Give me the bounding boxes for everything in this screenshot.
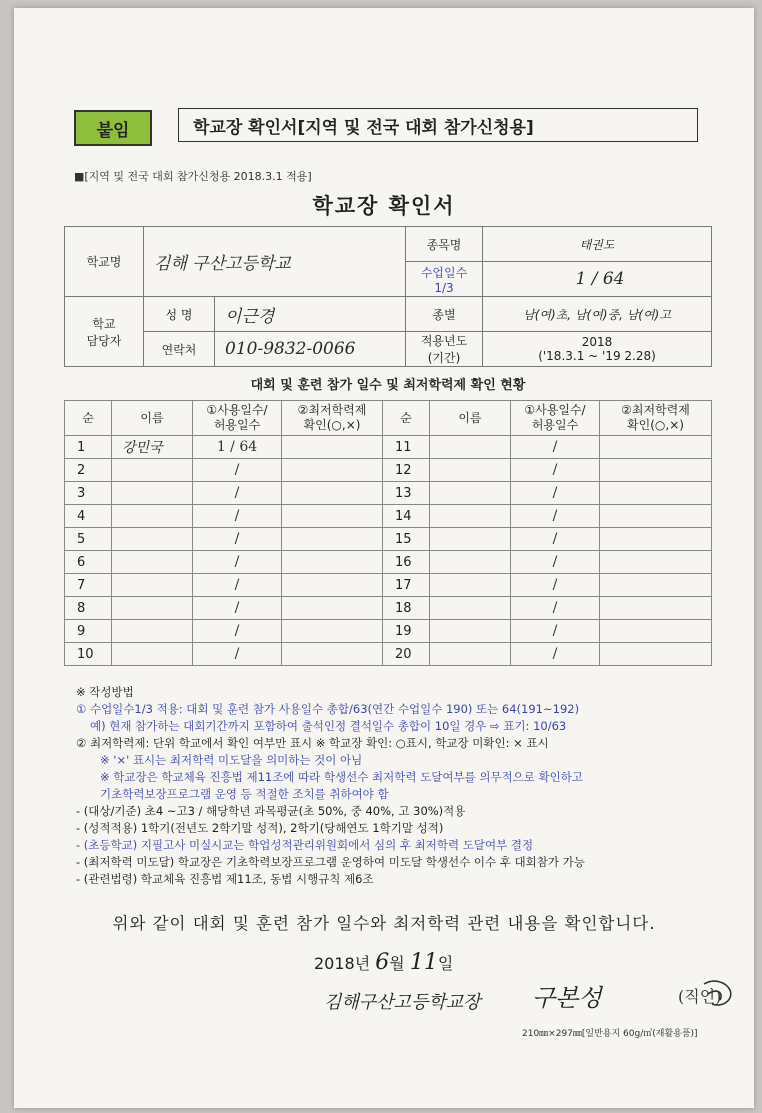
signing-school: 김해구산고등학교장 (324, 992, 481, 1013)
row-days: / (511, 620, 600, 643)
col-min-2: ②최저학력제 확인(○,×) (600, 401, 712, 436)
row-min (600, 528, 712, 551)
confirmation-statement: 위와 같이 대회 및 훈련 참가 일수와 최저학력 관련 내용을 확인합니다. (112, 914, 656, 933)
col-days-2: ①사용일수/ 허용일수 (511, 401, 600, 436)
row-name: 강민국 (112, 436, 193, 459)
note-line: 예) 현재 참가하는 대회기간까지 포함하여 출석인정 결석일수 총합이 10일 경우 ⇨ 표기: 10/63 (90, 719, 567, 733)
svg-text:(직인): (직인) (678, 987, 722, 1006)
row-no: 2 (65, 459, 112, 482)
row-name (430, 574, 511, 597)
row-days: / (511, 436, 600, 459)
paper-spec-footer: 210㎜×297㎜[일반용지 60g/㎡(재활용품)] (522, 1029, 698, 1039)
row-no: 1 (65, 436, 112, 459)
category-value: 남(여)초, 남(여)중, 남(여)고 (483, 297, 712, 332)
row-min (282, 528, 383, 551)
note-line: 기초학력보장프로그램 운영 등 적절한 조치를 취하여야 함 (100, 787, 389, 801)
row-days: / (511, 505, 600, 528)
row-days: / (193, 620, 282, 643)
row-min (600, 574, 712, 597)
document-page (14, 8, 754, 1108)
row-no: 3 (65, 482, 112, 505)
sport-value: 태권도 (483, 227, 712, 262)
row-no: 16 (383, 551, 430, 574)
note-line: - (대상/기준) 초4 ~고3 / 해당학년 과목평균(초 50%, 중 40%, 고 30%)적용 (76, 804, 466, 818)
row-min (282, 436, 383, 459)
row-no: 9 (65, 620, 112, 643)
row-no: 10 (65, 643, 112, 666)
row-no: 19 (383, 620, 430, 643)
row-days: / (193, 505, 282, 528)
table-row (65, 528, 712, 551)
header-title: 학교장 확인서[지역 및 전국 대회 참가신청용] (178, 108, 698, 142)
signing-date: 2018년 6월 11일 (314, 950, 454, 975)
row-days: / (511, 597, 600, 620)
row-no: 6 (65, 551, 112, 574)
attachment-badge: 붙임 (74, 110, 152, 146)
row-min (282, 551, 383, 574)
row-min (600, 597, 712, 620)
row-min (282, 574, 383, 597)
col-name: 이름 (112, 401, 193, 436)
col-days: ①사용일수/ 허용일수 (193, 401, 282, 436)
row-no: 20 (383, 643, 430, 666)
row-name (430, 459, 511, 482)
contact-value: 010-9832-0066 (215, 332, 406, 367)
name-value: 이근경 (215, 297, 406, 332)
row-no: 17 (383, 574, 430, 597)
row-min (282, 620, 383, 643)
row-name (430, 482, 511, 505)
applies-note: ■[지역 및 전국 대회 참가신청용 2018.3.1 적용] (74, 170, 312, 183)
row-name (112, 574, 193, 597)
row-days: / (511, 482, 600, 505)
row-min (282, 459, 383, 482)
row-name (112, 597, 193, 620)
row-min (282, 597, 383, 620)
row-min (600, 620, 712, 643)
row-days: / (193, 643, 282, 666)
row-days: / (193, 482, 282, 505)
row-name (430, 551, 511, 574)
row-name (112, 528, 193, 551)
instructions (76, 684, 716, 888)
col-no: 순 (65, 401, 112, 436)
row-name (112, 643, 193, 666)
row-days: 1 / 64 (193, 436, 282, 459)
row-min (282, 643, 383, 666)
col-name-2: 이름 (430, 401, 511, 436)
school-value: 김해 구산고등학교 (144, 227, 406, 297)
row-days: / (193, 528, 282, 551)
row-days: / (511, 528, 600, 551)
row-name (430, 436, 511, 459)
row-days: / (193, 574, 282, 597)
row-days: / (511, 643, 600, 666)
days-label: 수업일수 1/3 (406, 262, 483, 297)
header (66, 104, 716, 150)
note-line: - (최저학력 미도달) 학교장은 기초학력보장프로그램 운영하여 미도달 학생선수 이수 후 대회참가 가능 (76, 855, 585, 869)
category-label: 종별 (406, 297, 483, 332)
table-row (65, 597, 712, 620)
row-name (112, 505, 193, 528)
manager-label: 학교 담당자 (65, 297, 144, 367)
table-row (65, 551, 712, 574)
row-no: 13 (383, 482, 430, 505)
note-line: - (관련법령) 학교체육 진흥법 제11조, 동법 시행규칙 제6조 (76, 872, 374, 886)
note-line: ① 수업일수1/3 적용: 대회 및 훈련 참가 사용일수 총합/63(연간 수업일수 190) 또는 64(191~192) (76, 702, 580, 716)
period-label: 적용년도 (기간) (406, 332, 483, 367)
table-row (65, 505, 712, 528)
row-min (600, 643, 712, 666)
name-label: 성 명 (144, 297, 215, 332)
table-row (65, 574, 712, 597)
table-row (65, 482, 712, 505)
note-line: - (성적적용) 1학기(전년도 2학기말 성적), 2학기(당해연도 1학기말 성적) (76, 821, 444, 835)
principal-signature: 구본성 (532, 984, 602, 1012)
row-no: 5 (65, 528, 112, 551)
status-title: 대회 및 훈련 참가 일수 및 최저학력제 확인 현황 (250, 378, 526, 393)
row-no: 14 (383, 505, 430, 528)
table-row (65, 643, 712, 666)
row-no: 12 (383, 459, 430, 482)
table-row (65, 620, 712, 643)
note-line: ※ '×' 표시는 최저학력 미도달을 의미하는 것이 아님 (100, 753, 363, 767)
row-min (600, 482, 712, 505)
note-line: - (초등학교) 지필고사 미실시교는 학업성적관리위원회에서 심의 후 최저학력 도달여부 결정 (76, 838, 534, 852)
row-no: 18 (383, 597, 430, 620)
col-min: ②최저학력제 확인(○,×) (282, 401, 383, 436)
row-days: / (193, 459, 282, 482)
row-name (112, 620, 193, 643)
row-min (600, 436, 712, 459)
roster-table (64, 400, 712, 666)
row-days: / (511, 459, 600, 482)
row-min (282, 482, 383, 505)
note-line: ② 최저학력제: 단위 학교에서 확인 여부만 표시 ※ 학교장 확인: ○표시, 학교장 미확인: × 표시 (76, 736, 549, 750)
period-value: 2018 ('18.3.1 ~ '19 2.28) (483, 332, 712, 367)
row-name (430, 643, 511, 666)
document-title: 학교장 확인서 (312, 194, 456, 218)
days-value: 1 / 64 (483, 262, 712, 297)
row-days: / (511, 551, 600, 574)
row-name (430, 620, 511, 643)
note-heading: ※ 작성방법 (76, 685, 134, 699)
row-name (430, 505, 511, 528)
school-info-table (64, 226, 712, 367)
contact-label: 연락처 (144, 332, 215, 367)
row-no: 4 (65, 505, 112, 528)
official-seal-icon (674, 976, 740, 1016)
row-no: 8 (65, 597, 112, 620)
note-line: ※ 학교장은 학교체육 진흥법 제11조에 따라 학생선수 최저학력 도달여부를 의무적으로 확인하고 (100, 770, 583, 784)
col-no-2: 순 (383, 401, 430, 436)
table-row (65, 459, 712, 482)
table-row (65, 436, 712, 459)
row-days: / (193, 597, 282, 620)
row-days: / (511, 574, 600, 597)
row-min (600, 505, 712, 528)
row-no: 7 (65, 574, 112, 597)
row-min (600, 459, 712, 482)
row-name (112, 551, 193, 574)
row-name (112, 482, 193, 505)
row-days: / (193, 551, 282, 574)
row-name (430, 528, 511, 551)
school-label: 학교명 (65, 227, 144, 297)
row-no: 11 (383, 436, 430, 459)
row-min (282, 505, 383, 528)
row-name (112, 459, 193, 482)
sport-label: 종목명 (406, 227, 483, 262)
row-name (430, 597, 511, 620)
row-no: 15 (383, 528, 430, 551)
row-min (600, 551, 712, 574)
